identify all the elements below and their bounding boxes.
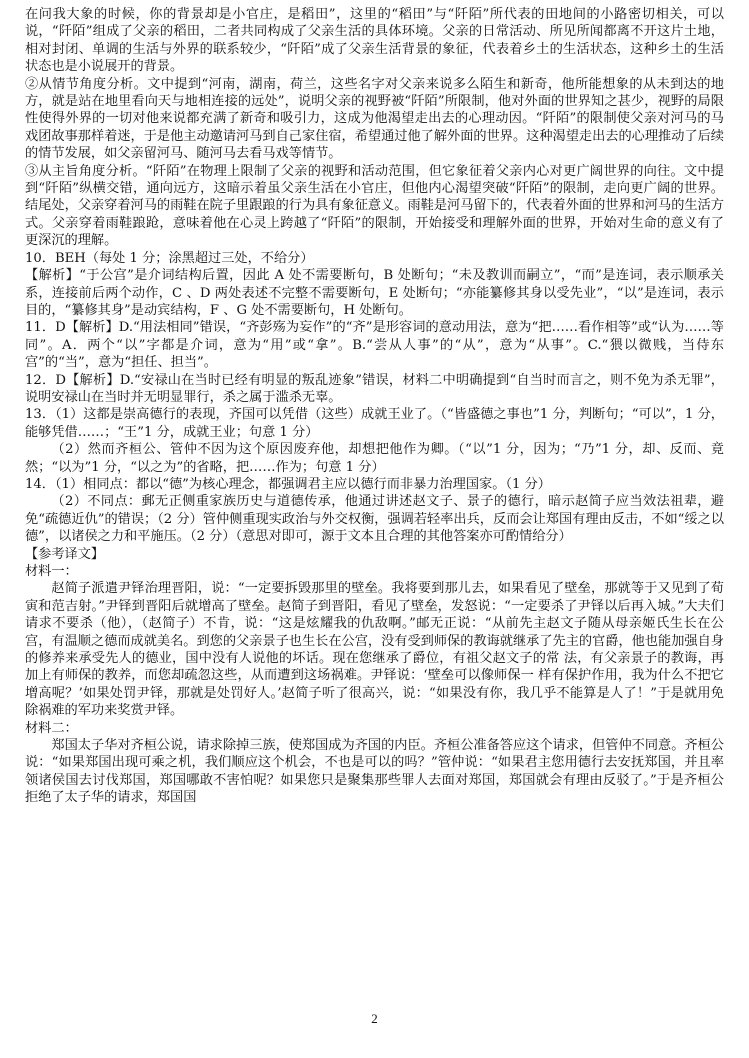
answer-12: 12．D【解析】D.“安禄山在当时已经有明显的叛乱迹象”错误，材料二中明确提到“自当时而言之，则不免为杀无罪”，说明安禄山在当时并无明显罪行，杀之属于滥杀无辜。: [25, 372, 724, 405]
material-one-translation: 赵简子派遣尹铎治理晋阳，说：“一定要拆毁那里的壁垒。我将要到那儿去，如果看见了壁垒，那就等于又见到了荀寅和范吉射。”尹铎到晋阳后就增高了壁垒。赵简子到晋阳，看见了壁垒，发怒说：“一定要杀了尹铎以后再入城。”大夫们请求不要杀（他），（赵简子）不肯，说：“这是炫耀我的仇敌啊。”邮无正说：“从前先主赵文子随从母亲姬氏生长在公宫，有温顺之德而成就美名。到您的父亲景子也生长在公宫，没有受到师保的教诲就继承了先主的官爵，他也能加强自身的修养来承受先人的德业，国中没有人说他的坏话。现在您继承了爵位，有祖父赵文子的常 法，有父亲景子的教诲，再加上有师保的教养，而您却疏忽这些，从而遭到这场祸难。尹铎说：‘壁垒可以像师保一 样有保护作用，我为什么不把它增高呢？’如果处罚尹铎，那就是处罚好人。’赵简子听了很高兴，说：“如果没有你，我几乎不能算是人了！”于是就用免除祸难的军功来奖赏尹铎。: [25, 581, 724, 719]
paragraph-theme-analysis: ③从主旨角度分析。“阡陌”在物理上限制了父亲的视野和活动范围，但它象征着父亲内心对更广阔世界的向往。文中提到“阡陌”纵横交错，通向远方，这暗示着虽父亲生活在小官庄，但他内心渴望突破“阡陌”的限制，走向更广阔的世界。结尾处，父亲穿着河马的雨鞋在院子里跟踉的行为具有象征意义。雨鞋是河马留下的，代表着外面的世界和河马的生活方式。父亲穿着雨鞋踉跄，意味着他在心灵上跨越了“阡陌”的限制，开始接受和理解外面的世界，开始对生命的意义有了更深沉的理解。: [25, 163, 724, 249]
material-two-heading: 材料二：: [25, 720, 78, 736]
material-two-translation: 郑国太子华对齐桓公说，请求除掉三族，使郑国成为齐国的内臣。齐桓公准备答应这个请求，但管仲不同意。齐桓公说：“如果郑国出现可乘之机，我们顺应这个机会，不也是可以的吗？”管仲说：“如果君主您用德行去安抚郑国，并且率领诸侯国去讨伐郑国，郑国哪敢不害怕呢？如果您只是聚集那些罪人去面对郑国，郑国就会有理由反驳了。”于是齐桓公拒绝了太子华的请求，郑国国: [25, 738, 724, 806]
material-one-heading: 材料一：: [25, 564, 78, 579]
paragraph-setting-analysis: 在问我大象的时候，你的背景却是小官庄，是稻田”，这里的“稻田”与“阡陌”所代表的田地间的小路密切相关，可以说，“阡陌”组成了父亲的稻田，二者共同构成了父亲生活的具体环境。父亲的日常活动、所见所闻都离不开这片土地，相对封闭、单调的生活与外界的联系较少，“阡陌”成了父亲生活背景的象征，代表着乡土的生活状态，这种乡土的生活状态也是小说展开的背景。: [25, 7, 724, 75]
document-body: [25, 6, 724, 807]
answer-14-2: （2）不同点：郵无正侧重家族历史与道德传承，他通过讲述赵文子、景子的德行，暗示赵简子应当效法祖辈，避免“疏德近仇”的错误；（2 分）管仲侧重现实政治与外交权衡，强调若轻率出兵，反而会让郑国有理由反击，不如“绥之以德”，以诸侯之力和平施压。（2 分）（意思对即可，源于文本且合理的其他答案亦可酌情给分）: [25, 494, 724, 545]
answer-14-1: 14．（1）相同点：都以“德”为核心理念，都强调君主应以德行而非暴力治理国家。（1 分）: [25, 476, 551, 492]
page-number: 2: [371, 1011, 378, 1026]
analysis-10: 【解析】“于公宫”是介词结构后置，因此 A 处不需要断句，B 处断句；“未及教训而嗣立”，“而”是连词，表示顺承关系，连接前后两个动作，C 、D 两处表述不完整不需要断句，E 处断句；“亦能纂修其身以受先业”，“以”是连词，表示目的，“纂修其身”是动宾结构，F 、G 处不需要断句，H 处断句。: [25, 268, 724, 318]
answer-13-2: （2）然而齐桓公、管仲不因为这个原因废弃他，却想把他作为卿。（“以”1 分，因为；“乃”1 分，却、反而、竟然；“以为”1 分，“以之为”的省略，把……作为；句意 1 分）: [25, 442, 724, 475]
answer-11: 11．D【解析】D.“用法相同”错误，“齐彭殇为妄作”的“齐”是形容词的意动用法，意为“把……看作相等”或“认为……等同”。A．两个“以”字都是介词，意为“用”或“拿”。B.“尝从人事”的“从”，意为“从事”。C.“猥以微贱，当侍东宫”的“当”，意为“担任、担当”。: [25, 320, 724, 371]
answer-10: 10．BEH（每处 1 分；涂黑超过三处，不给分）: [25, 250, 314, 266]
answer-13-1: 13．（1）这都是崇高德行的表现，齐国可以凭借（这些）成就王业了。（“皆盛德之事也”1 分，判断句；“可以”，1 分，能够凭借……；“王”1 分，成就王业；句意 1 分）: [25, 407, 724, 440]
paragraph-plot-analysis: ②从情节角度分析。文中提到“河南，湖南，荷兰，这些名字对父亲来说多么陌生和新奇，他所能想象的从未到达的地方，就是站在地里看向天与地相连接的远处”，说明父亲的视野被“阡陌”所限制，他对外面的世界知之甚少，视野的局限性使得外界的一切对他来说都充满了新奇和吸引力，这成为他渴望走出去的心理动因。“阡陌”的限制使父亲对河马的马戏团故事那样着迷，于是他主动邀请河马到自己家住宿，希望通过他了解外面的世界。这种渴望走出去的心理推动了后续的情节发展，如父亲留河马、随河马去看马戏等情节。: [25, 76, 724, 162]
translation-heading: 【参考译文】: [25, 546, 105, 562]
